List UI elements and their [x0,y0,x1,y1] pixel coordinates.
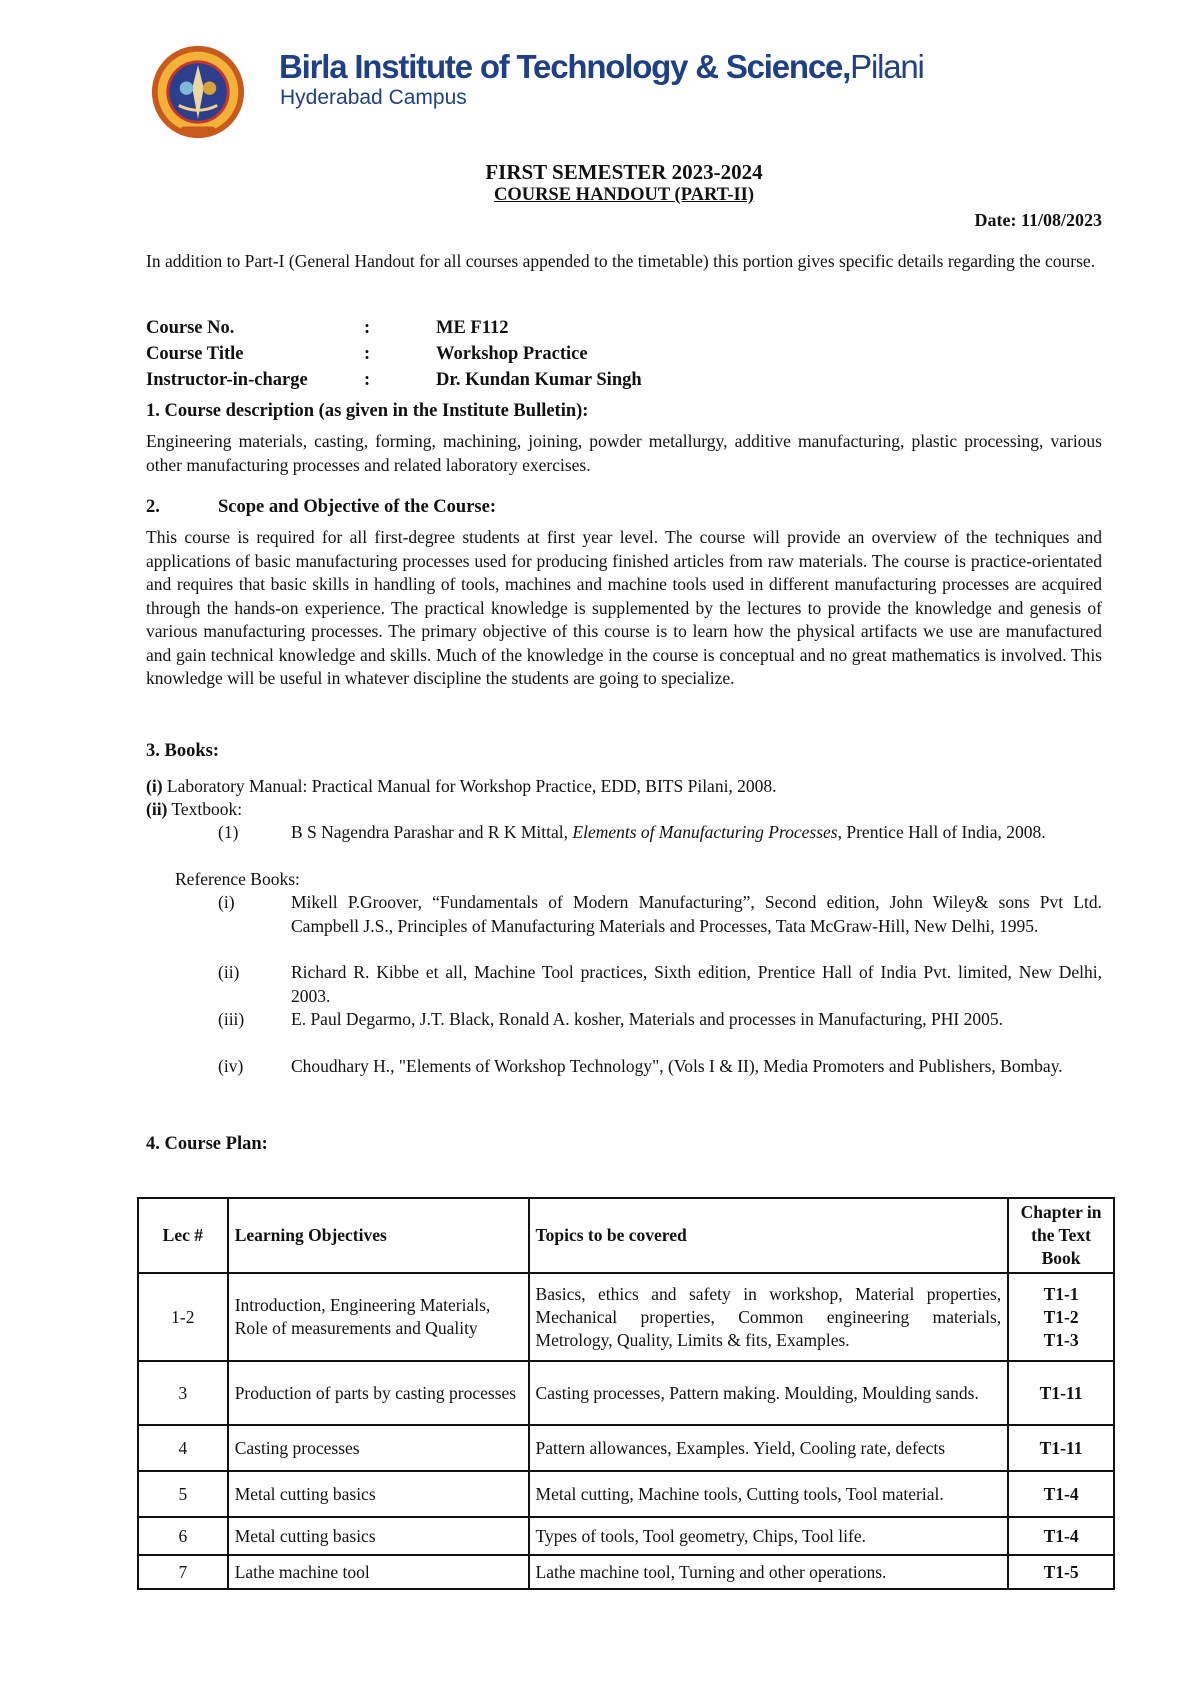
table-row [138,1555,1114,1589]
col-header-objectives: Learning Objectives [228,1198,529,1273]
table-row [138,1361,1114,1425]
institute-name [279,48,924,86]
reference-text: E. Paul Degarmo, J.T. Black, Ronald A. kosher, Materials and processes in Manufacturing, PHI 2005. [291,1009,1003,1029]
topics-cell: Metal cutting, Machine tools, Cutting tools, Tool material. [529,1471,1009,1517]
chapter-cell: T1-11 [1008,1425,1114,1471]
course-info-colon: : [364,370,371,390]
lecture-number-cell: 6 [138,1517,228,1555]
course-plan-table [137,1197,1115,1590]
reference-text: Choudhary H., "Elements of Workshop Technology", (Vols I & II), Media Promoters and Publishers, Bombay. [291,1056,1063,1076]
section1-heading: 1. Course description (as given in the Institute Bulletin): [146,401,589,421]
textbook-authors: B S Nagendra Parashar and R K Mittal, [291,822,573,842]
lecture-number-cell: 3 [138,1361,228,1425]
handout-title: COURSE HANDOUT (PART-II) [493,185,755,205]
lab-manual-line [146,775,777,799]
course-number: ME F112 [436,318,509,338]
lecture-number-cell: 7 [138,1555,228,1589]
lab-manual-label: (i) [146,776,163,796]
reference-number: (iii) [218,1009,245,1029]
bits-pilani-seal-icon [150,44,246,140]
instructor-name: Dr. Kundan Kumar Singh [436,370,642,390]
handout-date: Date: 11/08/2023 [974,210,1102,230]
reference-number: (ii) [218,962,240,982]
section2-text: This course is required for all first-degree students at first year level. The course will provide an overview of the techniques and applications of basic manufacturing processes used for producing finished articles from raw materials. The course is practice-orientated and requires that basic skills in handling of tools, machines and machine tools used in different manufacturing processes are acquired through the hands-on experience. The practical knowledge is supplemented by the lectures to provide the knowledge and genesis of various manufacturing processes. The primary objective of this course is to learn how the physical artifacts we use are manufactured and gain technical knowledge and skills. Much of the knowledge in the course is conceptual and no great mathematics is involved. This knowledge will be useful in whatever discipline the students are going to specialize. [146,527,1102,688]
table-row [138,1425,1114,1471]
course-info-key: Instructor-in-charge [146,370,308,390]
course-info-key: Course Title [146,344,244,364]
lecture-number-cell: 4 [138,1425,228,1471]
learning-objectives-cell: Lathe machine tool [228,1555,529,1589]
campus-name: Hyderabad Campus [280,86,467,109]
lab-manual-text: Laboratory Manual: Practical Manual for Workshop Practice, EDD, BITS Pilani, 2008. [162,776,777,796]
institute-name-light: Pilani [850,48,924,85]
section2-title: Scope and Objective of the Course: [218,497,496,517]
textbook-text: Textbook: [167,799,243,819]
course-info-key: Course No. [146,318,235,338]
reference-books-label: Reference Books: [175,869,300,889]
topics-cell: Pattern allowances, Examples. Yield, Cooling rate, defects [529,1425,1009,1471]
section2-number: 2. [146,497,160,517]
lecture-number-cell: 1-2 [138,1273,228,1361]
course-info-colon: : [364,344,371,364]
learning-objectives-cell: Metal cutting basics [228,1517,529,1555]
semester-title: FIRST SEMESTER 2023-2024 [485,160,763,184]
textbook-number: (1) [218,822,239,842]
col-header-chapter: Chapter in the Text Book [1008,1198,1114,1273]
reference-text: Richard R. Kibbe et all, Machine Tool practices, Sixth edition, Prentice Hall of India Pvt. limited, New Delhi, 2003. [291,962,1102,1006]
chapter-cell: T1-5 [1008,1555,1114,1589]
textbook-title: Elements of Manufacturing Processes [572,822,838,842]
intro-paragraph: In addition to Part-I (General Handout for all courses appended to the timetable) this portion gives specific details regarding the course. [146,251,1096,271]
table-row [138,1517,1114,1555]
textbook-publisher: , Prentice Hall of India, 2008. [837,822,1046,842]
topics-cell: Types of tools, Tool geometry, Chips, Tool life. [529,1517,1009,1555]
chapter-cell: T1-4 [1008,1471,1114,1517]
institute-name-bold: Birla Institute of Technology & Science, [279,48,851,85]
lecture-number-cell: 5 [138,1471,228,1517]
chapter-cell: T1-11 [1008,1361,1114,1425]
chapter-cell: T1-1 T1-2 T1-3 [1008,1273,1114,1361]
learning-objectives-cell: Production of parts by casting processes [228,1361,529,1425]
col-header-lec: Lec # [138,1198,228,1273]
section3-heading: 3. Books: [146,741,219,761]
textbook-citation [291,821,1102,845]
topics-cell: Lathe machine tool, Turning and other operations. [529,1555,1009,1589]
textbook-label: (ii) [146,799,168,819]
learning-objectives-cell: Introduction, Engineering Materials, Role of measurements and Quality [228,1273,529,1361]
learning-objectives-cell: Casting processes [228,1425,529,1471]
table-row [138,1471,1114,1517]
reference-number: (iv) [218,1056,244,1076]
course-info-colon: : [364,318,371,338]
section4-heading: 4. Course Plan: [146,1134,268,1154]
topics-cell: Basics, ethics and safety in workshop, Material properties, Mechanical properties, Common engineering materials, Metrology, Quality, Limits & fits, Examples. [529,1273,1009,1361]
topics-cell: Casting processes, Pattern making. Moulding, Moulding sands. [529,1361,1009,1425]
table-row [138,1273,1114,1361]
textbook-line [146,798,242,822]
section1-text: Engineering materials, casting, forming, machining, joining, powder metallurgy, additive manufacturing, plastic processing, various other manufacturing processes and related laboratory exercises. [146,431,1102,475]
reference-number: (i) [218,892,235,912]
chapter-cell: T1-4 [1008,1517,1114,1555]
reference-text: Mikell P.Groover, “Fundamentals of Modern Manufacturing”, Second edition, John Wiley& sons Pvt Ltd. Campbell J.S., Principles of Manufacturing Materials and Processes, Tata McGraw-Hill, New Delhi, 1995. [291,892,1102,936]
col-header-topics: Topics to be covered [529,1198,1009,1273]
table-header-row [138,1198,1114,1273]
course-title: Workshop Practice [436,344,588,364]
section2-heading [146,497,496,518]
learning-objectives-cell: Metal cutting basics [228,1471,529,1517]
